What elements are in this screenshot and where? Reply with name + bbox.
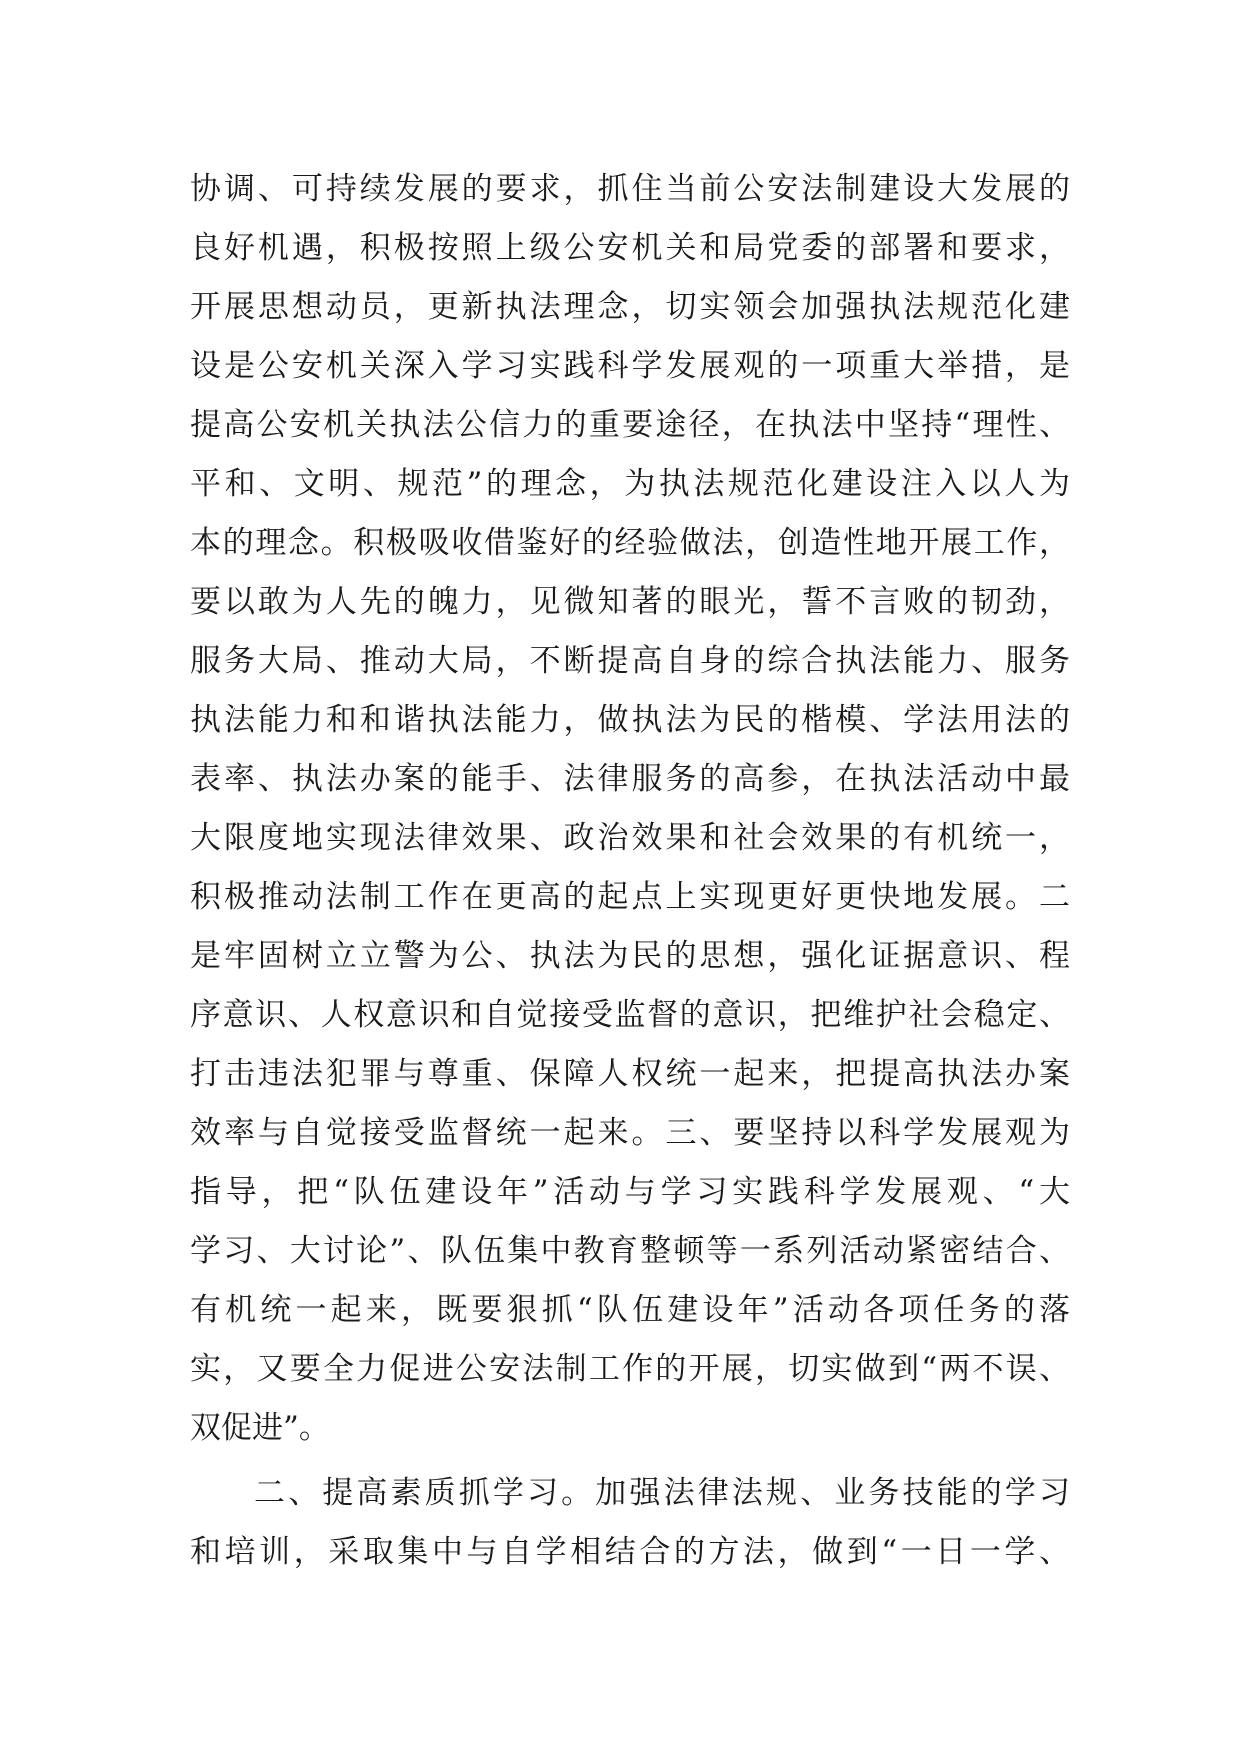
text-line: 开展思想动员，更新执法理念，切实领会加强执法规范化建 xyxy=(190,289,1070,325)
text-line: 服务大局、推动大局，不断提高自身的综合执法能力、服务 xyxy=(190,643,1070,679)
text-line: 表率、执法办案的能手、法律服务的高参，在执法活动中最 xyxy=(190,761,1070,797)
text-line: 双促进”。 xyxy=(190,1410,330,1446)
text-line: 本的理念。积极吸收借鉴好的经验做法，创造性地开展工作， xyxy=(190,525,1070,561)
text-line: 平和、文明、规范”的理念，为执法规范化建设注入以人为 xyxy=(190,466,1070,502)
text-line: 和培训，采取集中与自学相结合的方法，做到“一日一学、 xyxy=(190,1534,1070,1570)
text-line: 大限度地实现法律效果、政治效果和社会效果的有机统一， xyxy=(190,820,1070,856)
paragraph-start-line: 二、提高素质抓学习。加强法律法规、业务技能的学习 xyxy=(254,1475,1070,1511)
text-line: 学习、大讨论”、队伍集中教育整顿等一系列活动紧密结合、 xyxy=(190,1233,1070,1269)
text-line: 指导，把“队伍建设年”活动与学习实践科学发展观、“大 xyxy=(190,1174,1070,1210)
text-line: 序意识、人权意识和自觉接受监督的意识，把维护社会稳定、 xyxy=(190,997,1070,1033)
text-line: 效率与自觉接受监督统一起来。三、要坚持以科学发展观为 xyxy=(190,1115,1070,1151)
body-text xyxy=(190,160,1070,1582)
text-line: 是牢固树立立警为公、执法为民的思想，强化证据意识、程 xyxy=(190,938,1070,974)
text-line: 打击违法犯罪与尊重、保障人权统一起来，把提高执法办案 xyxy=(190,1056,1070,1092)
text-line: 协调、可持续发展的要求，抓住当前公安法制建设大发展的 xyxy=(190,171,1070,207)
text-line: 要以敢为人先的魄力，见微知著的眼光，誓不言败的韧劲， xyxy=(190,584,1070,620)
text-line: 提高公安机关执法公信力的重要途径，在执法中坚持“理性、 xyxy=(190,407,1070,443)
text-line: 实，又要全力促进公安法制工作的开展，切实做到“两不误、 xyxy=(190,1351,1070,1387)
text-line: 执法能力和和谐执法能力，做执法为民的楷模、学法用法的 xyxy=(190,702,1070,738)
text-line: 积极推动法制工作在更高的起点上实现更好更快地发展。二 xyxy=(190,879,1070,915)
text-line: 有机统一起来，既要狠抓“队伍建设年”活动各项任务的落 xyxy=(190,1292,1070,1328)
text-line: 设是公安机关深入学习实践科学发展观的一项重大举措，是 xyxy=(190,348,1070,384)
text-line: 良好机遇，积极按照上级公安机关和局党委的部署和要求， xyxy=(190,230,1070,266)
